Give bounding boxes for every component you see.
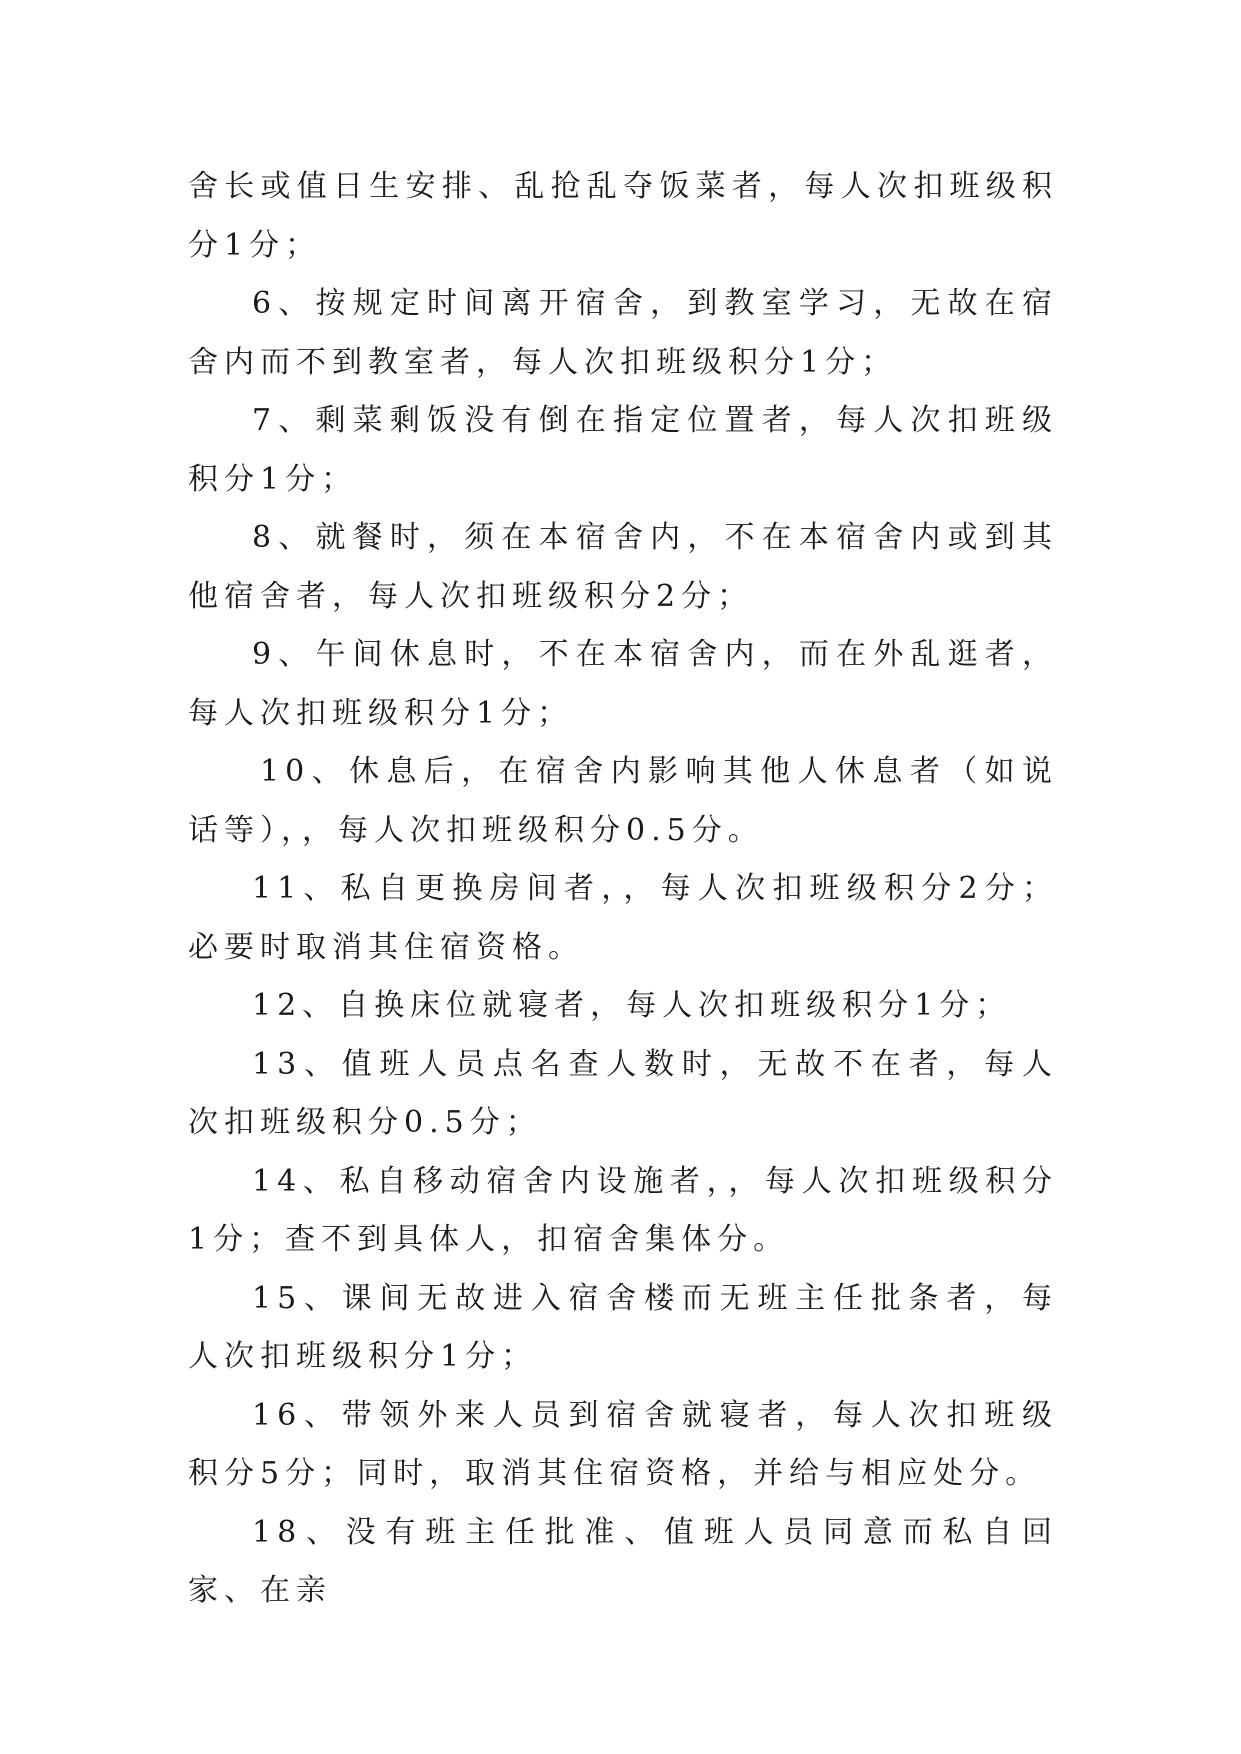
rule-item-15: 15、课间无故进入宿舍楼而无班主任批条者，每人次扣班级积分1分； — [188, 1280, 1058, 1374]
rule-item-6: 6、按规定时间离开宿舍，到教室学习，无故在宿舍内而不到教室者，每人次扣班级积分1分； — [188, 286, 1058, 380]
rule-item-9: 9、午间休息时，不在本宿舍内，而在外乱逛者，每人次扣班级积分1分； — [188, 637, 1058, 731]
rule-item-8: 8、就餐时，须在本宿舍内，不在本宿舍内或到其他宿舍者，每人次扣班级积分2分； — [188, 520, 1058, 614]
rule-item-18: 18、没有班主任批准、值班人员同意而私自回家、在亲 — [188, 1514, 1058, 1608]
rule-item-14: 14、私自移动宿舍内设施者，，每人次扣班级积分1分；查不到具体人，扣宿舍集体分。 — [188, 1163, 1058, 1257]
rule-item-10: 10、休息后，在宿舍内影响其他人休息者（如说话等），，每人次扣班级积分0.5分。 — [188, 754, 1058, 848]
document-body — [188, 158, 1058, 1621]
rule-item-11: 11、私自更换房间者，，每人次扣班级积分2分；必要时取消其住宿资格。 — [188, 871, 1058, 965]
paragraph-continuation: 舍长或值日生安排、乱抢乱夺饭菜者，每人次扣班级积分1分； — [188, 169, 1058, 263]
rule-item-7: 7、剩菜剩饭没有倒在指定位置者，每人次扣班级积分1分； — [188, 403, 1058, 497]
rule-item-12: 12、自换床位就寝者，每人次扣班级积分1分； — [252, 988, 1012, 1023]
rule-item-16: 16、带领外来人员到宿舍就寝者，每人次扣班级积分5分；同时，取消其住宿资格，并给与相应处分。 — [188, 1397, 1058, 1491]
rule-item-13: 13、值班人员点名查人数时，无故不在者，每人次扣班级积分0.5分； — [188, 1046, 1058, 1140]
